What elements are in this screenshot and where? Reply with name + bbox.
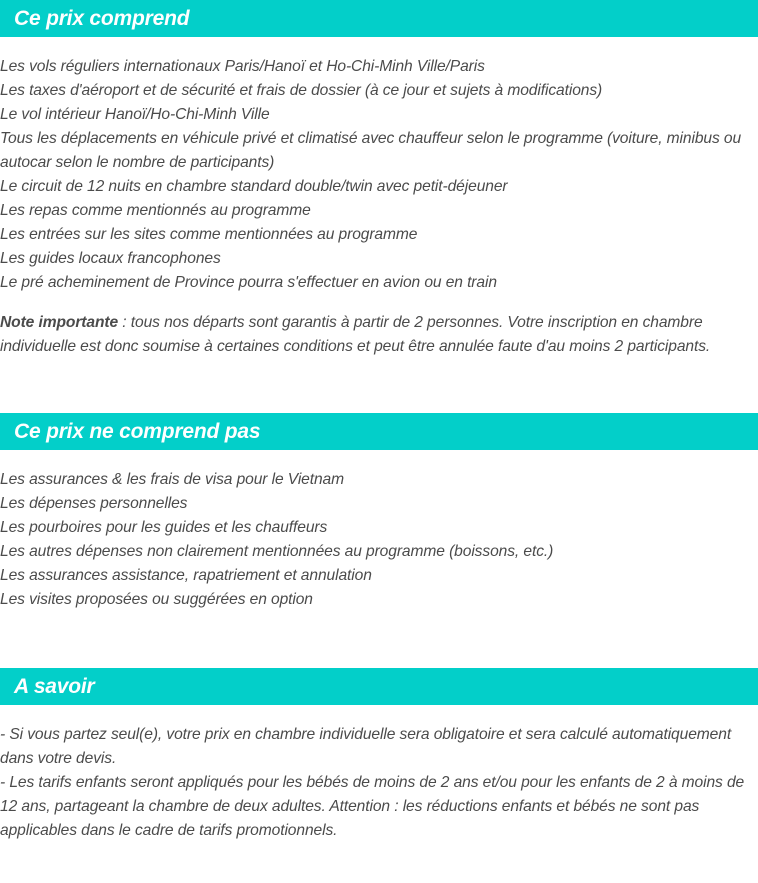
- list-item: Le pré acheminement de Province pourra s'effectuer en avion ou en train: [0, 274, 497, 291]
- spacer: [0, 359, 758, 413]
- excluded-list: [0, 468, 758, 612]
- spacer: [0, 295, 758, 311]
- list-item: Les repas comme mentionnés au programme: [0, 202, 311, 219]
- section-title-excluded: Ce prix ne comprend pas: [14, 420, 261, 443]
- section-title-good-to-know: A savoir: [14, 675, 95, 698]
- list-item: Les assurances & les frais de visa pour le Vietnam: [0, 471, 345, 488]
- list-item: Les dépenses personnelles: [0, 495, 188, 512]
- section-header-included: [0, 0, 758, 37]
- paragraph: - Les tarifs enfants seront appliqués pour les bébés de moins de 2 ans et/ou pour les enfants de 2 à moins de 12 ans, partageant la chambre de deux adultes. Attention : les réductions enfants et bébés ne sont pas applicables dans le cadre de tarifs promotionnels.: [0, 774, 745, 839]
- list-item: Les visites proposées ou suggérées en option: [0, 591, 313, 608]
- list-item: Le vol intérieur Hanoï/Ho-Chi-Minh Ville: [0, 106, 270, 123]
- list-item: Le circuit de 12 nuits en chambre standard double/twin avec petit-déjeuner: [0, 178, 508, 195]
- paragraph: - Si vous partez seul(e), votre prix en chambre individuelle sera obligatoire et sera calculé automatiquement dans votre devis.: [0, 726, 732, 767]
- spacer: [0, 705, 758, 723]
- list-item: Les guides locaux francophones: [0, 250, 221, 267]
- list-item: Les taxes d'aéroport et de sécurité et frais de dossier (à ce jour et sujets à modifications): [0, 82, 603, 99]
- important-note-text: : tous nos départs sont garantis à partir de 2 personnes. Votre inscription en chambre individuelle est donc soumise à certaines conditions et peut être annulée faute d'au moins 2 participants.: [0, 314, 711, 355]
- good-to-know-body: [0, 723, 758, 843]
- section-title-included: Ce prix comprend: [14, 7, 190, 30]
- spacer: [0, 37, 758, 55]
- important-note: [0, 311, 758, 359]
- section-header-excluded: [0, 413, 758, 450]
- important-note-label: Note importante: [0, 314, 119, 331]
- included-list: [0, 55, 758, 295]
- section-header-good-to-know: [0, 668, 758, 705]
- list-item: Les entrées sur les sites comme mentionnées au programme: [0, 226, 418, 243]
- spacer: [0, 612, 758, 668]
- list-item: Les autres dépenses non clairement mentionnées au programme (boissons, etc.): [0, 543, 554, 560]
- list-item: Les vols réguliers internationaux Paris/Hanoï et Ho-Chi-Minh Ville/Paris: [0, 58, 485, 75]
- spacer: [0, 450, 758, 468]
- list-item: Les assurances assistance, rapatriement et annulation: [0, 567, 372, 584]
- list-item: Les pourboires pour les guides et les chauffeurs: [0, 519, 328, 536]
- list-item: Tous les déplacements en véhicule privé et climatisé avec chauffeur selon le programme (voiture, minibus ou autocar selon le nombre de participants): [0, 130, 742, 171]
